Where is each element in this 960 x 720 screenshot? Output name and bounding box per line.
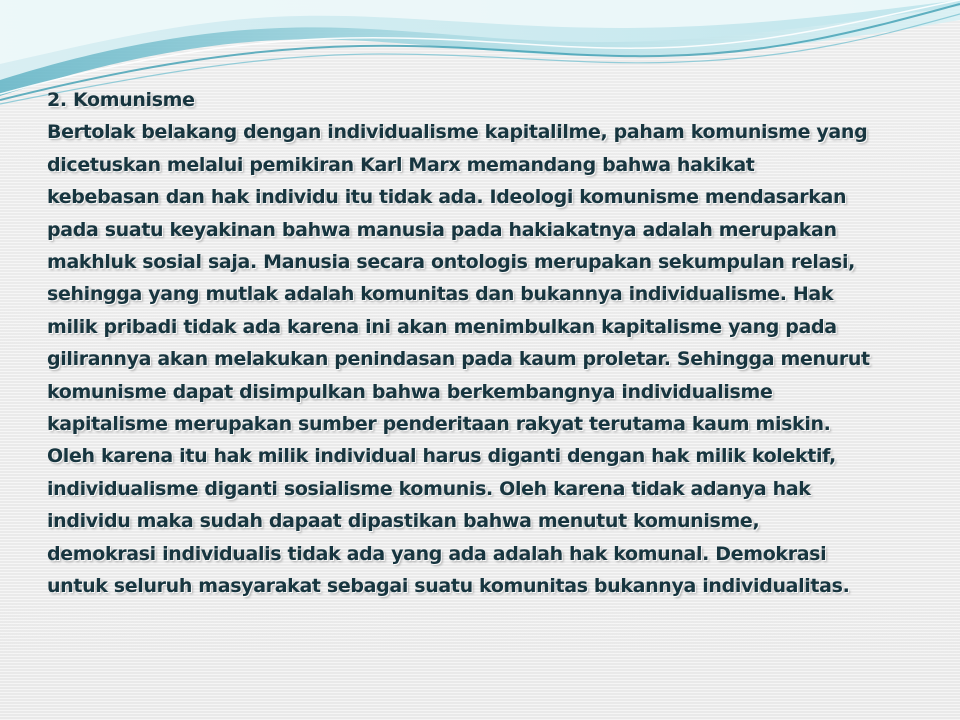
body-line: dicetuskan melalui pemikiran Karl Marx memandang bahwa hakikat <box>47 153 755 176</box>
body-line: demokrasi individualis tidak ada yang ada adalah hak komunal. Demokrasi <box>47 542 827 565</box>
body-line: individu maka sudah dapaat dipastikan bahwa menutut komunisme, <box>47 510 760 533</box>
body-line: makhluk sosial saja. Manusia secara ontologis merupakan sekumpulan relasi, <box>47 251 856 274</box>
body-line: milik pribadi tidak ada karena ini akan menimbulkan kapitalisme yang pada <box>47 315 837 338</box>
body-line: untuk seluruh masyarakat sebagai suatu komunitas bukannya individualitas. <box>47 575 850 598</box>
slide-content <box>47 84 937 603</box>
body-line: kebebasan dan hak individu itu tidak ada. Ideologi komunisme mendasarkan <box>47 186 847 209</box>
body-line: gilirannya akan melakukan penindasan pada kaum proletar. Sehingga menurut <box>47 348 870 371</box>
body-line: Bertolak belakang dengan individualisme kapitalilme, paham komunisme yang <box>47 121 868 144</box>
body-line: individualisme diganti sosialisme komunis. Oleh karena tidak adanya hak <box>47 477 811 500</box>
slide-heading: 2. Komunisme <box>47 89 195 111</box>
body-line: kapitalisme merupakan sumber penderitaan rakyat terutama kaum miskin. <box>47 413 831 436</box>
body-line: komunisme dapat disimpulkan bahwa berkembangnya individualisme <box>47 380 773 403</box>
body-line: sehingga yang mutlak adalah komunitas dan bukannya individualisme. Hak <box>47 283 834 306</box>
body-line: Oleh karena itu hak milik individual harus diganti dengan hak milik kolektif, <box>47 445 836 468</box>
body-line: pada suatu keyakinan bahwa manusia pada hakiakatnya adalah merupakan <box>47 218 837 241</box>
